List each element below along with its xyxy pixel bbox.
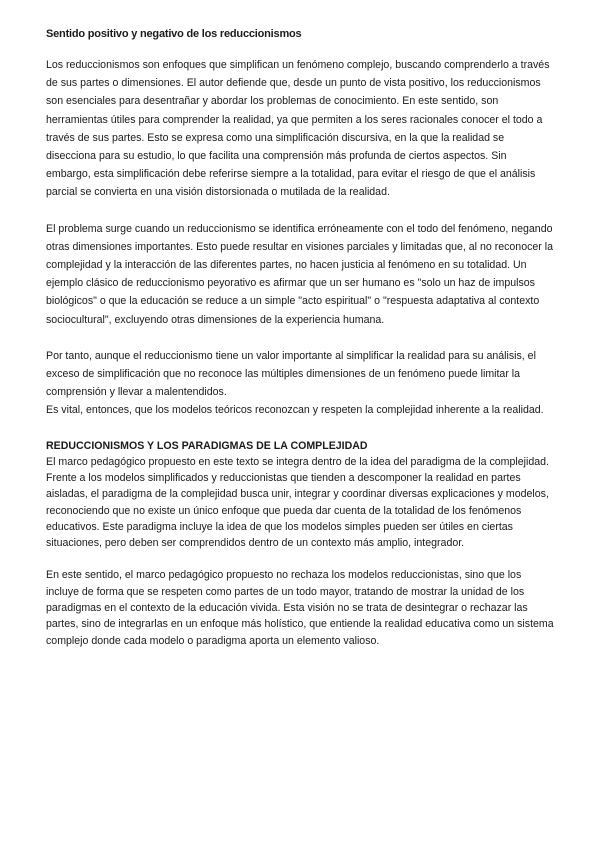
section-paragraph-2: En este sentido, el marco pedagógico propuesto no rechaza los modelos reduccionistas, sino que los incluye de forma que se respeten como partes de un todo mayor, tratando de mostrar la unidad de los paradigmas en el contexto de la educación vivida. Esta visión no se trata de desintegrar o rechazar las partes, sino de integrarlas en un enfoque más holístico, que entiende la realidad educativa como un sistema complejo donde cada modelo o paradigma aporta un elemento valioso. xyxy=(46,569,554,647)
section-heading: REDUCCIONISMOS Y LOS PARADIGMAS DE LA COMPLEJIDAD xyxy=(46,439,368,452)
paragraph-gap xyxy=(46,202,554,220)
paragraph-1: Los reduccionismos son enfoques que simplifican un fenómeno complejo, buscando comprenderlo a través de sus partes o dimensiones. El autor defiende que, desde un punto de vista positivo, los reduccionismos son esenciales para desentrañar y abordar los problemas de conocimiento. En este sentido, son herramientas útiles para comprender la realidad, ya que permiten a los seres racionales conocer el todo a través de sus partes. Esto se expresa como una simplificación discursiva, en la que la realidad se disecciona para su estudio, lo que facilita una comprensión más profunda de ciertos aspectos. Sin embargo, esta simplificación debe referirse siempre a la totalidad, para evitar el riesgo de que el análisis parcial se convierta en una visión distorsionada o mutilada de la realidad. xyxy=(46,59,550,199)
paragraph-gap xyxy=(46,551,554,567)
section-paragraph-1: El marco pedagógico propuesto en este texto se integra dentro de la idea del paradigma de la complejidad. Frente a los modelos simplificados y reduccionistas que tienden a descomponer la realidad en partes aisladas, el paradigma de la complejidad busca unir, integrar y coordinar diversas explicaciones y modelos, reconociendo que no existe un único enfoque que pueda dar cuenta de la totalidad de los fenómenos educativos. Este paradigma incluye la idea de que los modelos simples pueden ser útiles en ciertas situaciones, pero deben ser comprendidos dentro de un contexto más amplio, integrador. xyxy=(46,455,549,550)
paragraph-gap xyxy=(46,329,554,347)
paragraph-3: Por tanto, aunque el reduccionismo tiene un valor importante al simplificar la realidad para su análisis, el exceso de simplificación que no reconoce las múltiples dimensiones de un fenómeno puede limitar la comprensión y llevar a malentendidos. xyxy=(46,349,536,399)
page-title: Sentido positivo y negativo de los reduccionismos xyxy=(46,28,302,40)
paragraph-gap xyxy=(46,420,554,438)
document-page xyxy=(46,26,554,649)
paragraph-2: El problema surge cuando un reduccionismo se identifica erróneamente con el todo del fenómeno, negando otras dimensiones importantes. Esto puede resultar en visiones parciales y limitadas que, al no reconocer la complejidad y la interacción de las diferentes partes, no hacen justicia al fenómeno en su totalidad. Un ejemplo clásico de reduccionismo peyorativo es afirmar que un ser humano es "solo un haz de impulsos biológicos" o que la educación se reduce a un simple "acto espiritual" o "respuesta adaptativa al contexto sociocultural", excluyendo otras dimensiones de la experiencia humana. xyxy=(46,222,553,326)
paragraph-4: Es vital, entonces, que los modelos teóricos reconozcan y respeten la complejidad inherente a la realidad. xyxy=(46,404,544,417)
